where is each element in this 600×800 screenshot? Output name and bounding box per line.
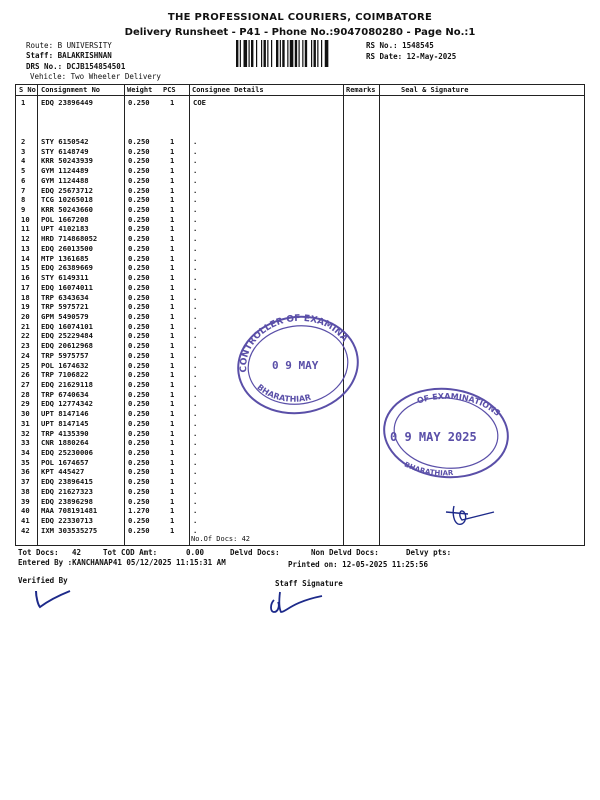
- row-pcs: 1: [170, 273, 175, 283]
- row-sno: 38: [21, 486, 30, 496]
- row-weight: 0.250: [128, 185, 150, 195]
- row-pcs: 1: [170, 166, 175, 176]
- row-consignee: .: [193, 205, 198, 215]
- row-consignment-no: UPT 8147145: [41, 418, 89, 428]
- row-weight: 0.250: [128, 137, 150, 146]
- row-consignment-no: MTP 1361685: [41, 253, 89, 263]
- row-weight: 0.250: [128, 156, 150, 166]
- row-consignee: .: [193, 321, 198, 331]
- row-weight: 0.250: [128, 448, 150, 458]
- row-pcs: 1: [170, 370, 175, 380]
- col-header-sno: S No: [19, 86, 36, 94]
- row-sno: 36: [21, 467, 30, 477]
- row-weight: 0.250: [128, 428, 150, 438]
- row-weight: 0.250: [128, 253, 150, 263]
- stamp2-top-text: OF EXAMINATIONS: [415, 391, 502, 418]
- row-weight: 0.250: [128, 224, 150, 234]
- row-consignee: .: [193, 137, 198, 146]
- row-sno: 17: [21, 282, 30, 292]
- row-consignment-no: TCG 10265018: [41, 195, 93, 205]
- row-sno: 3: [21, 146, 26, 156]
- row-consignment-no: STY 6150542: [41, 137, 89, 146]
- barcode: [236, 40, 356, 67]
- row-consignment-no: TRP 5975721: [41, 302, 89, 312]
- row-sno: 24: [21, 350, 30, 360]
- row-weight: 0.250: [128, 409, 150, 419]
- row-consignee: .: [193, 234, 198, 244]
- row-weight: 0.250: [128, 457, 150, 467]
- row-weight: 0.250: [128, 282, 150, 292]
- row-weight: 0.250: [128, 175, 150, 185]
- row-consignee: .: [193, 263, 198, 273]
- col-header-weight: Weight: [127, 86, 153, 94]
- row-consignment-no: EDQ 25229484: [41, 331, 93, 341]
- row-consignee: .: [193, 302, 198, 312]
- row-sno: 39: [21, 496, 30, 506]
- row-consignment-no: STY 6148749: [41, 146, 89, 156]
- row-consignment-no: UPT 4102183: [41, 224, 89, 234]
- row-sno: 41: [21, 516, 30, 526]
- row-weight: 0.250: [128, 98, 150, 107]
- row-consignment-no: POL 1674632: [41, 360, 89, 370]
- svg-text:BHARATHIAR: [255, 376, 312, 410]
- row-weight: 0.250: [128, 360, 150, 370]
- row-weight: 0.250: [128, 214, 150, 224]
- row-pcs: 1: [170, 321, 175, 331]
- row-consignment-no: UPT 8147146: [41, 409, 89, 419]
- row-consignment-no: CNR 1880264: [41, 438, 89, 448]
- row-sno: 13: [21, 243, 30, 253]
- row-consignment-no: TRP 7106822: [41, 370, 89, 380]
- row-consignee: .: [193, 360, 198, 370]
- row-consignment-no: IXM 303535275: [41, 525, 98, 535]
- row-consignment-no: KRR 50243660: [41, 205, 93, 215]
- row-sno: 21: [21, 321, 30, 331]
- stamp1-top-text: CONTROLLER OF EXAMINA: [239, 313, 350, 373]
- row-consignment-no: EDQ 26013500: [41, 243, 93, 253]
- non-delvd-docs-label: Non Delvd Docs:: [311, 548, 379, 557]
- row-pcs: 1: [170, 486, 175, 496]
- row-pcs: 1: [170, 438, 175, 448]
- row-pcs: 1: [170, 234, 175, 244]
- row-consignee: .: [193, 516, 198, 526]
- row-consignee: .: [193, 253, 198, 263]
- row-consignment-no: EDQ 16074011: [41, 282, 93, 292]
- row-consignee: .: [193, 448, 198, 458]
- row-pcs: 1: [170, 331, 175, 341]
- row-sno: 29: [21, 399, 30, 409]
- row-consignee: .: [193, 243, 198, 253]
- row-weight: 0.250: [128, 321, 150, 331]
- examination-stamp-2: [368, 375, 513, 485]
- row-pcs: 1: [170, 341, 175, 351]
- row-pcs: 1: [170, 185, 175, 195]
- row-pcs: 1: [170, 156, 175, 166]
- row-weight: 0.250: [128, 389, 150, 399]
- row-weight: 0.250: [128, 477, 150, 487]
- row-consignment-no: HRD 714868052: [41, 234, 98, 244]
- row-pcs: 1: [170, 146, 175, 156]
- row-weight: 0.250: [128, 292, 150, 302]
- row-pcs: 1: [170, 525, 175, 535]
- row-consignment-no: EDQ 12774342: [41, 399, 93, 409]
- row-weight: 1.270: [128, 506, 150, 516]
- row-sno: 10: [21, 214, 30, 224]
- row-sno: 16: [21, 273, 30, 283]
- row-consignment-no: EDQ 25673712: [41, 185, 93, 195]
- row-consignment-no: GPM 5490579: [41, 311, 89, 321]
- staff-signature: [266, 590, 326, 616]
- row-sno: 37: [21, 477, 30, 487]
- row-weight: 0.250: [128, 438, 150, 448]
- row-sno: 15: [21, 263, 30, 273]
- row-consignee: .: [193, 273, 198, 283]
- row-consignee: .: [193, 331, 198, 341]
- stamp2-date: 0 9 MAY 2025: [390, 430, 477, 444]
- row-weight: 0.250: [128, 205, 150, 215]
- row-sno: 4: [21, 156, 26, 166]
- drs-number: DRS No.: DCJB154854501: [26, 62, 126, 71]
- row-sno: 25: [21, 360, 30, 370]
- svg-text:BHARATHIAR: [403, 460, 454, 477]
- row-sno: 22: [21, 331, 30, 341]
- row-pcs: 1: [170, 195, 175, 205]
- row-consignment-no: EDQ 23896298: [41, 496, 93, 506]
- row-pcs: 1: [170, 428, 175, 438]
- row-consignment-no: EDQ 26389669: [41, 263, 93, 273]
- row-consignee: .: [193, 292, 198, 302]
- col-header-pcs: PCS: [163, 86, 176, 94]
- row-weight: 0.250: [128, 370, 150, 380]
- row-weight: 0.250: [128, 380, 150, 389]
- row-weight: 0.250: [128, 350, 150, 360]
- row-weight: 0.250: [128, 341, 150, 351]
- row-consignee: .: [193, 399, 198, 409]
- row-sno: 28: [21, 389, 30, 399]
- col-header-consignee: Consignee Details: [192, 86, 264, 94]
- row-consignee: .: [193, 214, 198, 224]
- runsheet-title: Delivery Runsheet - P41 - Phone No.:9047080280 - Page No.:1: [124, 27, 476, 38]
- delvd-docs-label: Delvd Docs:: [230, 548, 280, 557]
- row-consignment-no: GYM 1124488: [41, 175, 89, 185]
- row-sno: 8: [21, 195, 26, 205]
- row-consignee: .: [193, 175, 198, 185]
- examination-stamp-1: [228, 305, 368, 415]
- row-sno: 2: [21, 137, 26, 146]
- stamp2-bottom-text: BHARATHIAR: [402, 460, 454, 478]
- row-consignment-no: KRR 50243939: [41, 156, 93, 166]
- row-weight: 0.250: [128, 525, 150, 535]
- row-pcs: 1: [170, 292, 175, 302]
- row-weight: 0.250: [128, 243, 150, 253]
- row-sno: 18: [21, 292, 30, 302]
- row-sno: 12: [21, 234, 30, 244]
- row-consignee: .: [193, 156, 198, 166]
- row-consignee: .: [193, 428, 198, 438]
- no-of-docs: No.Of Docs: 42: [191, 535, 251, 543]
- row-pcs: 1: [170, 205, 175, 215]
- row-weight: 0.250: [128, 166, 150, 176]
- row-sno: 30: [21, 409, 30, 419]
- row-pcs: 1: [170, 214, 175, 224]
- row-consignment-no: EDQ 22330713: [41, 516, 93, 526]
- row-weight: 0.250: [128, 311, 150, 321]
- row-consignee: .: [193, 341, 198, 351]
- row-consignment-no: KPT 445427: [41, 467, 85, 477]
- row-sno: 6: [21, 175, 26, 185]
- rs-number: RS No.: 1548545: [366, 41, 434, 50]
- row-pcs: 1: [170, 496, 175, 506]
- row-consignment-no: TRP 5975757: [41, 350, 89, 360]
- row-sno: 5: [21, 166, 26, 176]
- row-sno: 14: [21, 253, 30, 263]
- row-consignment-no: GYM 1124489: [41, 166, 89, 176]
- row-consignment-no: EDQ 16074101: [41, 321, 93, 331]
- row-weight: 0.250: [128, 234, 150, 244]
- row-sno: 11: [21, 224, 30, 234]
- row-consignee: .: [193, 496, 198, 506]
- row-consignee: .: [193, 477, 198, 487]
- row-weight: 0.250: [128, 516, 150, 526]
- row-sno: 27: [21, 380, 30, 389]
- col-header-consignment: Consignment No: [41, 86, 101, 94]
- row-consignee: COE: [193, 98, 206, 107]
- row-consignment-no: EDQ 23896449: [41, 98, 93, 107]
- staff-signature-label: Staff Signature: [275, 579, 343, 588]
- row-consignee: .: [193, 486, 198, 496]
- row-pcs: 1: [170, 253, 175, 263]
- row-weight: 0.250: [128, 486, 150, 496]
- row-consignee: .: [193, 418, 198, 428]
- row-consignee: .: [193, 311, 198, 321]
- row-sno: 35: [21, 457, 30, 467]
- row-consignee: .: [193, 146, 198, 156]
- row-weight: 0.250: [128, 467, 150, 477]
- row-weight: 0.250: [128, 146, 150, 156]
- row-pcs: 1: [170, 389, 175, 399]
- row-sno: 20: [21, 311, 30, 321]
- row-weight: 0.250: [128, 496, 150, 506]
- row-pcs: 1: [170, 224, 175, 234]
- row-weight: 0.250: [128, 263, 150, 273]
- row-sno: 32: [21, 428, 30, 438]
- row-pcs: 1: [170, 175, 175, 185]
- company-title: THE PROFESSIONAL COURIERS, COIMBATORE: [167, 12, 433, 23]
- row-sno: 19: [21, 302, 30, 312]
- row-consignee: .: [193, 438, 198, 448]
- row-consignment-no: POL 1674657: [41, 457, 89, 467]
- row-consignment-no: MAA 708191481: [41, 506, 98, 516]
- row-weight: 0.250: [128, 273, 150, 283]
- row-consignee: .: [193, 380, 198, 389]
- row-weight: 0.250: [128, 331, 150, 341]
- row-consignment-no: POL 1667208: [41, 214, 89, 224]
- stamp1-bottom-text: BHARATHIAR: [255, 382, 312, 404]
- row-pcs: 1: [170, 137, 175, 146]
- row-consignee: .: [193, 389, 198, 399]
- row-weight: 0.250: [128, 418, 150, 428]
- row-pcs: 1: [170, 311, 175, 321]
- row-consignment-no: EDQ 25230006: [41, 448, 93, 458]
- row-consignee: .: [193, 370, 198, 380]
- stamp1-date: 0 9 MAY: [272, 359, 319, 372]
- col-header-seal: Seal & Signature: [401, 86, 469, 94]
- row-pcs: 1: [170, 457, 175, 467]
- row-consignment-no: TRP 4135390: [41, 428, 89, 438]
- verified-by-label: Verified By: [18, 576, 68, 585]
- row-pcs: 1: [170, 263, 175, 273]
- row-consignment-no: STY 6149311: [41, 273, 89, 283]
- cod-amt-value: 0.00: [186, 548, 205, 557]
- row-pcs: 1: [170, 448, 175, 458]
- row-sno: 1: [21, 98, 26, 107]
- row-consignee: .: [193, 506, 198, 516]
- row-consignee: .: [193, 166, 198, 176]
- printed-on: Printed on: 12-05-2025 11:25:56: [288, 560, 428, 569]
- row-sno: 26: [21, 370, 30, 380]
- col-header-remarks: Remarks: [346, 86, 376, 94]
- row-pcs: 1: [170, 467, 175, 477]
- row-sno: 34: [21, 448, 30, 458]
- row-sno: 9: [21, 205, 26, 215]
- svg-text:OF EXAMINATIONS: [416, 392, 502, 418]
- row-consignee: .: [193, 409, 198, 419]
- row-weight: 0.250: [128, 399, 150, 409]
- cod-amt-label: Tot COD Amt:: [103, 548, 158, 557]
- staff-label: Staff: BALAKRISHNAN: [26, 51, 112, 60]
- route-label: Route: B UNIVERSITY: [26, 41, 112, 50]
- row-consignment-no: EDQ 23896415: [41, 477, 93, 487]
- row-sno: 40: [21, 506, 30, 516]
- row-consignment-no: TRP 6740634: [41, 389, 89, 399]
- verifier-signature: [30, 585, 75, 610]
- row-pcs: 1: [170, 360, 175, 370]
- row-consignment-no: EDQ 21627323: [41, 486, 93, 496]
- rs-date: RS Date: 12-May-2025: [366, 52, 457, 61]
- row-consignee: .: [193, 195, 198, 205]
- row-sno: 7: [21, 185, 26, 195]
- delvy-pts-label: Delvy pts:: [406, 548, 452, 557]
- row-consignment-no: TRP 6343634: [41, 292, 89, 302]
- row-pcs: 1: [170, 409, 175, 419]
- row-pcs: 1: [170, 506, 175, 516]
- tot-docs-value: 42: [72, 548, 82, 557]
- row-weight: 0.250: [128, 302, 150, 312]
- row-pcs: 1: [170, 516, 175, 526]
- row-weight: 0.250: [128, 195, 150, 205]
- row-pcs: 1: [170, 477, 175, 487]
- row-consignment-no: EDQ 21629118: [41, 380, 93, 389]
- row-pcs: 1: [170, 399, 175, 409]
- row-consignment-no: EDQ 20612968: [41, 341, 93, 351]
- row-consignee: .: [193, 185, 198, 195]
- row-consignee: .: [193, 467, 198, 477]
- entered-by: Entered By :KANCHANAP41 05/12/2025 11:15:31 AM: [18, 558, 226, 567]
- row-pcs: 1: [170, 243, 175, 253]
- row-pcs: 1: [170, 418, 175, 428]
- row-pcs: 1: [170, 302, 175, 312]
- row-pcs: 1: [170, 380, 175, 389]
- receiver-signature: [440, 500, 500, 530]
- row-pcs: 1: [170, 98, 175, 107]
- row-sno: 42: [21, 525, 30, 535]
- row-pcs: 1: [170, 282, 175, 292]
- row-pcs: 1: [170, 350, 175, 360]
- row-consignee: .: [193, 350, 198, 360]
- row-sno: 31: [21, 418, 30, 428]
- row-consignee: .: [193, 525, 198, 535]
- vehicle-label: Vehicle: Two Wheeler Delivery: [30, 72, 161, 81]
- row-sno: 23: [21, 341, 30, 351]
- row-consignee: .: [193, 282, 198, 292]
- row-sno: 33: [21, 438, 30, 448]
- row-consignee: .: [193, 457, 198, 467]
- tot-docs-label: Tot Docs:: [18, 548, 59, 557]
- row-consignee: .: [193, 224, 198, 234]
